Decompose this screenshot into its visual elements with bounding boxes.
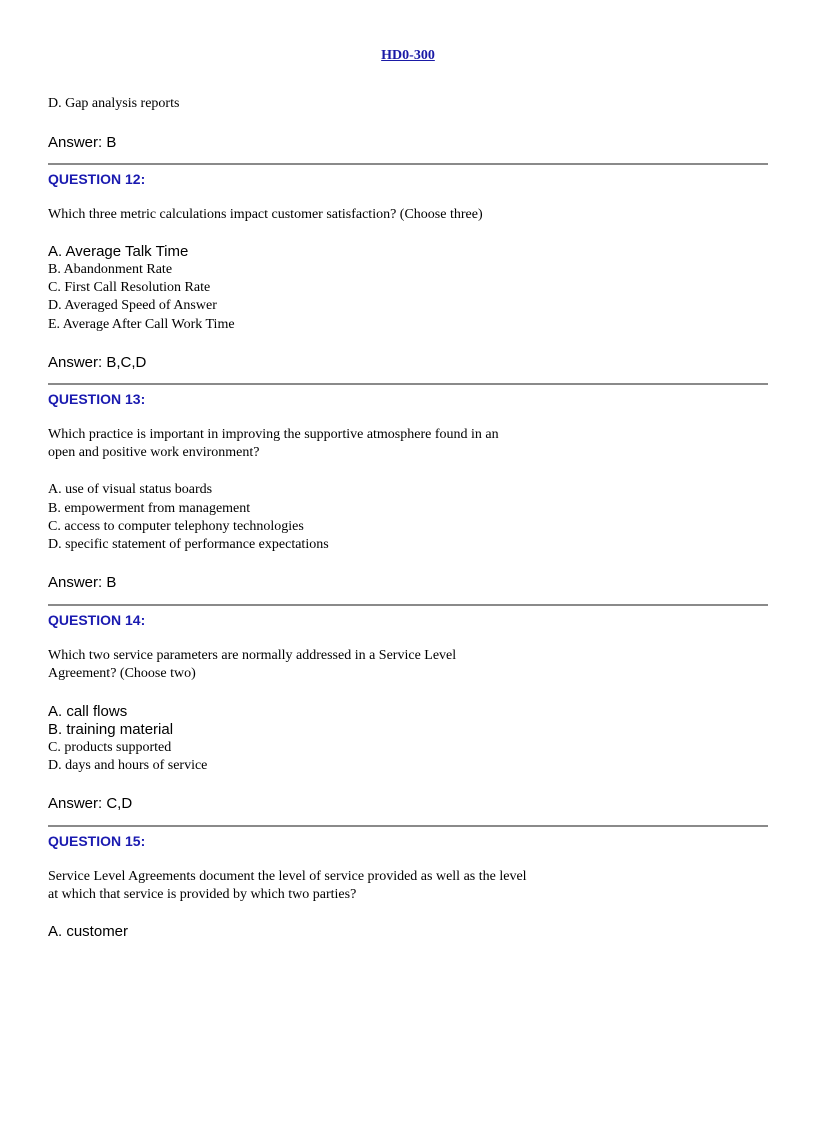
question-15-option-a: A. customer	[48, 923, 129, 940]
question-12-option-c: C. First Call Resolution Rate	[48, 280, 211, 295]
question-12-option-a: A. Average Talk Time	[48, 243, 189, 260]
question-15-text-line-1: Service Level Agreements document the level of service provided as well as the level	[48, 869, 527, 884]
header-exam-code-link[interactable]: HD0-300	[381, 48, 435, 63]
question-14-option-c: C. products supported	[48, 740, 172, 755]
divider	[48, 825, 768, 827]
question-13-option-a: A. use of visual status boards	[48, 482, 213, 497]
divider	[48, 383, 768, 385]
question-13-text-line-2: open and positive work environment?	[48, 445, 260, 460]
question-12-option-b: B. Abandonment Rate	[48, 262, 173, 277]
question-12-title: QUESTION 12:	[48, 171, 146, 187]
divider	[48, 163, 768, 165]
question-14-text-line-2: Agreement? (Choose two)	[48, 666, 196, 681]
question-13-option-b: B. empowerment from management	[48, 501, 251, 516]
question-14-option-b: B. training material	[48, 721, 174, 738]
question-13-option-d: D. specific statement of performance expectations	[48, 537, 329, 552]
question-12-text: Which three metric calculations impact customer satisfaction? (Choose three)	[48, 207, 483, 222]
question-13-option-c: C. access to computer telephony technologies	[48, 519, 304, 534]
divider	[48, 604, 768, 606]
prev-answer: Answer: B	[48, 134, 117, 151]
question-12-option-d: D. Averaged Speed of Answer	[48, 298, 217, 313]
question-14-option-a: A. call flows	[48, 703, 128, 720]
question-14-text-line-1: Which two service parameters are normally addressed in a Service Level	[48, 648, 457, 663]
question-14-option-d: D. days and hours of service	[48, 758, 208, 773]
question-15-title: QUESTION 15:	[48, 833, 146, 849]
question-13-text-line-1: Which practice is important in improving the supportive atmosphere found in an	[48, 427, 499, 442]
question-12-option-e: E. Average After Call Work Time	[48, 317, 235, 332]
question-14-answer: Answer: C,D	[48, 795, 133, 812]
prev-option-d: D. Gap analysis reports	[48, 96, 180, 111]
question-14-title: QUESTION 14:	[48, 612, 146, 628]
question-12-answer: Answer: B,C,D	[48, 354, 147, 371]
question-13-answer: Answer: B	[48, 574, 117, 591]
question-13-title: QUESTION 13:	[48, 391, 146, 407]
question-15-text-line-2: at which that service is provided by which two parties?	[48, 887, 357, 902]
